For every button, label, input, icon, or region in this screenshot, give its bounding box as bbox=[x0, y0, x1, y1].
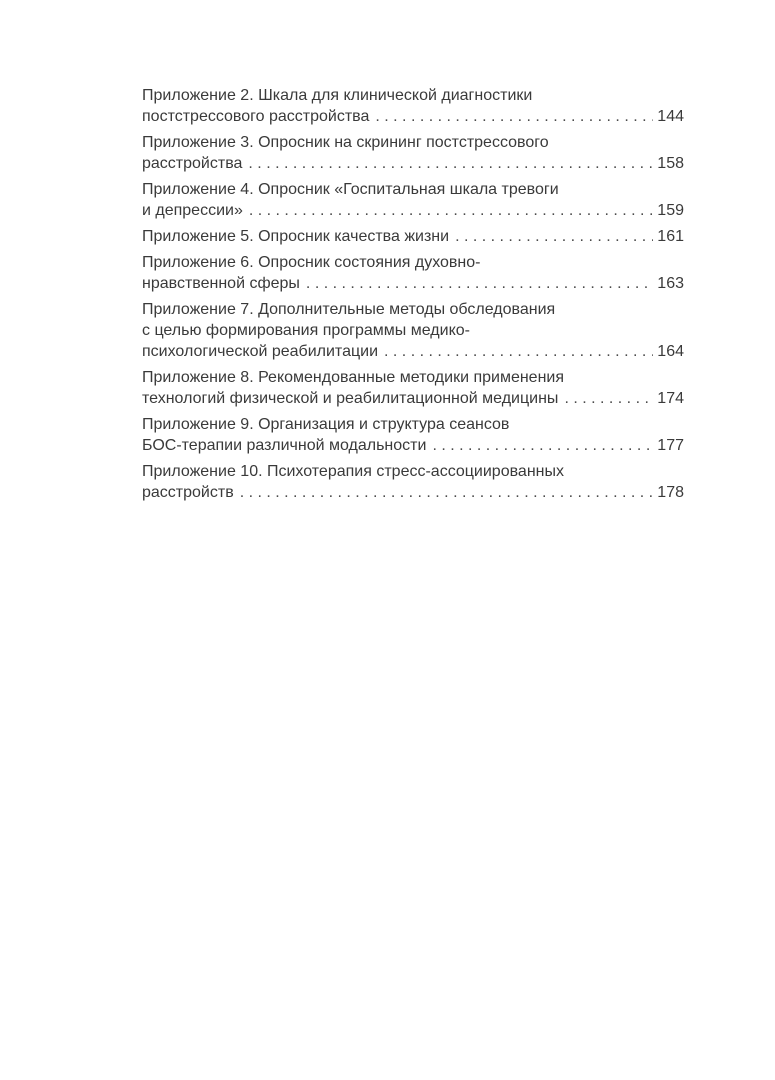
page-number: 161 bbox=[657, 228, 684, 245]
toc-entry bbox=[142, 414, 684, 456]
dot-leader bbox=[306, 273, 653, 294]
table-of-contents bbox=[142, 85, 684, 508]
page-number: 163 bbox=[657, 275, 684, 292]
toc-entry-last-line bbox=[142, 388, 684, 409]
toc-entry-title-line: Приложение 6. Опросник состояния духовно- bbox=[142, 254, 481, 271]
dot-leader bbox=[248, 153, 653, 174]
toc-entry-last-line bbox=[142, 341, 684, 362]
toc-entry bbox=[142, 461, 684, 503]
toc-entry-title-line: Приложение 7. Дополнительные методы обследования bbox=[142, 301, 556, 318]
toc-entry-last-line bbox=[142, 200, 684, 221]
dot-leader bbox=[384, 341, 653, 362]
toc-entry bbox=[142, 226, 684, 247]
toc-entry-last-line bbox=[142, 435, 684, 456]
page-number: 178 bbox=[657, 484, 684, 501]
toc-entry bbox=[142, 85, 684, 127]
toc-entry-title-line: БОС-терапии различной модальности bbox=[142, 437, 427, 454]
toc-entry-last-line bbox=[142, 273, 684, 294]
toc-entry-title-line: Приложение 4. Опросник «Госпитальная шкала тревоги bbox=[142, 181, 559, 198]
toc-entry-title-line: расстройства bbox=[142, 155, 243, 172]
page-number: 174 bbox=[657, 390, 684, 407]
page-number: 158 bbox=[657, 155, 684, 172]
dot-leader bbox=[455, 226, 653, 247]
toc-entry-title-line: Приложение 2. Шкала для клинической диагностики bbox=[142, 87, 533, 104]
page-number: 164 bbox=[657, 343, 684, 360]
toc-entry-last-line bbox=[142, 226, 684, 247]
toc-entry-title-line: постстрессового расстройства bbox=[142, 108, 370, 125]
toc-entry-last-line bbox=[142, 106, 684, 127]
toc-entry-last-line bbox=[142, 482, 684, 503]
page-number: 159 bbox=[657, 202, 684, 219]
toc-entry-title-line: Приложение 9. Организация и структура сеансов bbox=[142, 416, 510, 433]
toc-entry bbox=[142, 367, 684, 409]
dot-leader bbox=[240, 482, 654, 503]
dot-leader bbox=[564, 388, 653, 409]
toc-entry-title-line: с целью формирования программы медико- bbox=[142, 322, 470, 339]
toc-entry-title-line: технологий физической и реабилитационной медицины bbox=[142, 390, 559, 407]
dot-leader bbox=[432, 435, 653, 456]
dot-leader bbox=[375, 106, 653, 127]
toc-entry-title-line: и депрессии» bbox=[142, 202, 243, 219]
dot-leader bbox=[249, 200, 653, 221]
page-number: 144 bbox=[657, 108, 684, 125]
toc-entry bbox=[142, 132, 684, 174]
toc-entry-title-line: психологической реабилитации bbox=[142, 343, 379, 360]
toc-entry-title-line: расстройств bbox=[142, 484, 234, 501]
toc-entry-title-line: нравственной сферы bbox=[142, 275, 300, 292]
toc-entry-last-line bbox=[142, 153, 684, 174]
toc-entry-title-line: Приложение 3. Опросник на скрининг постстрессового bbox=[142, 134, 549, 151]
page-number: 177 bbox=[657, 437, 684, 454]
toc-entry-title-line: Приложение 5. Опросник качества жизни bbox=[142, 228, 450, 245]
toc-entry bbox=[142, 299, 684, 362]
toc-entry bbox=[142, 179, 684, 221]
toc-entry bbox=[142, 252, 684, 294]
toc-entry-title-line: Приложение 8. Рекомендованные методики применения bbox=[142, 369, 565, 386]
toc-entry-title-line: Приложение 10. Психотерапия стресс-ассоциированных bbox=[142, 463, 564, 480]
